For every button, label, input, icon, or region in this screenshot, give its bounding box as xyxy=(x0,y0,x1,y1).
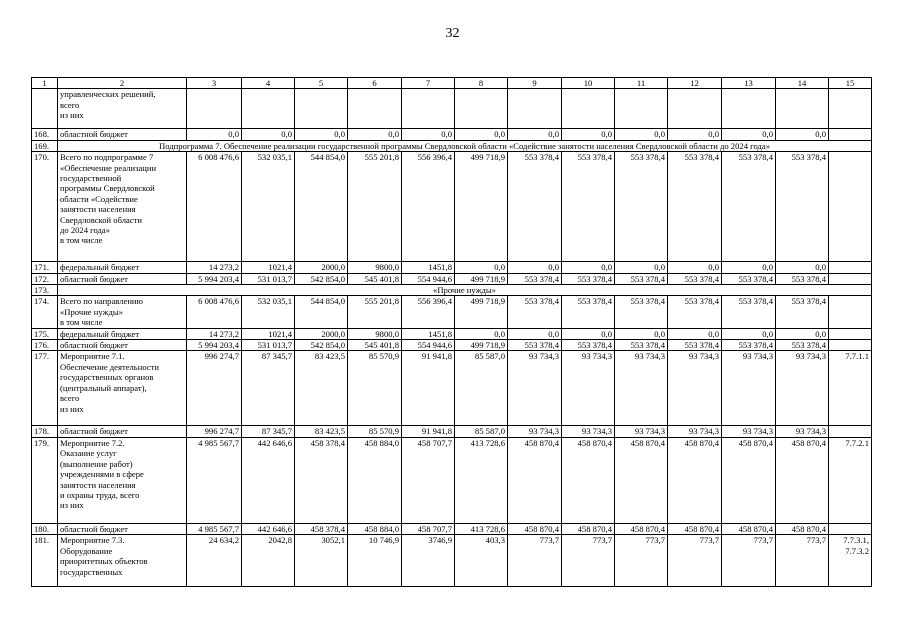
table-row xyxy=(32,426,872,437)
row-number: 179. xyxy=(32,437,58,523)
value-cell: 0,0 xyxy=(508,328,562,339)
value-cell: 93 734,3 xyxy=(615,426,668,437)
value-cell: 553 378,4 xyxy=(722,273,776,284)
row-label: Мероприятие 7.1. Обеспечение деятельности государственных органов (центральный аппарат), всего из них xyxy=(58,351,187,426)
header-cell: 1 xyxy=(32,78,58,89)
row-number: 172. xyxy=(32,273,58,284)
table-row xyxy=(32,437,872,523)
value-cell xyxy=(402,89,455,129)
value-cell: 532 035,1 xyxy=(242,296,295,328)
value-cell: 83 423,5 xyxy=(295,426,348,437)
header-cell: 2 xyxy=(58,78,187,89)
value-cell: 5 994 203,4 xyxy=(187,340,242,351)
row-number: 168. xyxy=(32,129,58,140)
value-cell xyxy=(455,89,508,129)
value-cell: 85 570,9 xyxy=(348,351,402,426)
header-cell: 13 xyxy=(722,78,776,89)
value-cell: 3052,1 xyxy=(295,535,348,587)
value-cell: 85 570,9 xyxy=(348,426,402,437)
value-cell: 544 854,0 xyxy=(295,296,348,328)
value-cell: 93 734,3 xyxy=(508,351,562,426)
row-label: федеральный бюджет xyxy=(58,328,187,339)
value-cell: 532 035,1 xyxy=(242,152,295,262)
value-cell xyxy=(242,89,295,129)
value-cell: 458 870,4 xyxy=(508,437,562,523)
value-cell: 542 854,0 xyxy=(295,273,348,284)
value-cell: 553 378,4 xyxy=(615,152,668,262)
value-cell: 553 378,4 xyxy=(562,296,615,328)
header-cell: 14 xyxy=(776,78,829,89)
value-cell: 554 944,6 xyxy=(402,273,455,284)
value-cell: 0,0 xyxy=(722,129,776,140)
header-cell: 12 xyxy=(668,78,722,89)
table-row xyxy=(32,152,872,262)
value-cell: 83 423,5 xyxy=(295,351,348,426)
value-cell: 93 734,3 xyxy=(562,426,615,437)
target-code: 7.7.2.1 xyxy=(829,437,872,523)
value-cell: 1021,4 xyxy=(242,328,295,339)
value-cell: 553 378,4 xyxy=(776,340,829,351)
value-cell: 553 378,4 xyxy=(562,340,615,351)
value-cell: 14 273,2 xyxy=(187,328,242,339)
value-cell: 531 013,7 xyxy=(242,340,295,351)
page-number: 32 xyxy=(445,26,460,41)
value-cell: 458 870,4 xyxy=(508,523,562,534)
row-label: Всего по направлению «Прочие нужды» в том числе xyxy=(58,296,187,328)
value-cell: 555 201,8 xyxy=(348,152,402,262)
table-row xyxy=(32,140,872,151)
value-cell: 553 378,4 xyxy=(508,152,562,262)
value-cell: 0,0 xyxy=(508,129,562,140)
value-cell: 553 378,4 xyxy=(776,296,829,328)
header-row xyxy=(32,78,872,89)
target-code: 7.7.1.1 xyxy=(829,351,872,426)
value-cell: 10 746,9 xyxy=(348,535,402,587)
value-cell: 9800,0 xyxy=(348,328,402,339)
value-cell: 553 378,4 xyxy=(668,296,722,328)
value-cell: 458 870,4 xyxy=(562,437,615,523)
value-cell: 5 994 203,4 xyxy=(187,273,242,284)
value-cell: 458 884,0 xyxy=(348,437,402,523)
value-cell: 1451,8 xyxy=(402,262,455,273)
value-cell: 773,7 xyxy=(722,535,776,587)
value-cell: 458 870,4 xyxy=(562,523,615,534)
header-cell: 8 xyxy=(455,78,508,89)
value-cell: 93 734,3 xyxy=(562,351,615,426)
value-cell: 773,7 xyxy=(776,535,829,587)
target-code xyxy=(829,262,872,273)
value-cell: 458 870,4 xyxy=(668,437,722,523)
value-cell: 0,0 xyxy=(508,262,562,273)
value-cell: 553 378,4 xyxy=(668,340,722,351)
value-cell: 553 378,4 xyxy=(668,273,722,284)
value-cell xyxy=(508,89,562,129)
value-cell: 6 008 476,6 xyxy=(187,152,242,262)
value-cell: 0,0 xyxy=(242,129,295,140)
value-cell: 93 734,3 xyxy=(668,426,722,437)
value-cell: 553 378,4 xyxy=(508,273,562,284)
value-cell: 1021,4 xyxy=(242,262,295,273)
value-cell: 442 646,6 xyxy=(242,523,295,534)
value-cell: 499 718,9 xyxy=(455,152,508,262)
value-cell: 553 378,4 xyxy=(776,152,829,262)
row-number: 175. xyxy=(32,328,58,339)
value-cell: 553 378,4 xyxy=(615,273,668,284)
row-number: 169. xyxy=(32,140,58,151)
value-cell: 0,0 xyxy=(455,328,508,339)
value-cell: 24 634,2 xyxy=(187,535,242,587)
value-cell: 0,0 xyxy=(562,262,615,273)
value-cell xyxy=(348,89,402,129)
value-cell: 0,0 xyxy=(295,129,348,140)
value-cell: 545 401,8 xyxy=(348,340,402,351)
value-cell: 442 646,6 xyxy=(242,437,295,523)
value-cell: 0,0 xyxy=(348,129,402,140)
value-cell: 544 854,0 xyxy=(295,152,348,262)
value-cell: 773,7 xyxy=(508,535,562,587)
value-cell: 531 013,7 xyxy=(242,273,295,284)
value-cell: 0,0 xyxy=(615,328,668,339)
target-code xyxy=(829,340,872,351)
value-cell: 87 345,7 xyxy=(242,426,295,437)
value-cell: 4 985 567,7 xyxy=(187,437,242,523)
value-cell: 458 884,0 xyxy=(348,523,402,534)
table-row xyxy=(32,285,872,296)
header-cell: 7 xyxy=(402,78,455,89)
row-label: Мероприятие 7.3. Оборудование приоритетных объектов государственных xyxy=(58,535,187,587)
table-row xyxy=(32,328,872,339)
target-code xyxy=(829,129,872,140)
value-cell: 996 274,7 xyxy=(187,426,242,437)
value-cell: 403,3 xyxy=(455,535,508,587)
value-cell: 773,7 xyxy=(562,535,615,587)
value-cell: 9800,0 xyxy=(348,262,402,273)
row-label: областной бюджет xyxy=(58,340,187,351)
value-cell: 553 378,4 xyxy=(668,152,722,262)
value-cell: 553 378,4 xyxy=(615,340,668,351)
value-cell: 3746,9 xyxy=(402,535,455,587)
value-cell: 93 734,3 xyxy=(722,351,776,426)
value-cell: 553 378,4 xyxy=(776,273,829,284)
row-number: 180. xyxy=(32,523,58,534)
value-cell xyxy=(187,89,242,129)
value-cell: 554 944,6 xyxy=(402,340,455,351)
row-label: областной бюджет xyxy=(58,273,187,284)
target-code xyxy=(829,426,872,437)
row-number: 178. xyxy=(32,426,58,437)
value-cell: 773,7 xyxy=(668,535,722,587)
value-cell: 458 870,4 xyxy=(776,437,829,523)
target-code xyxy=(829,152,872,262)
value-cell: 458 870,4 xyxy=(722,523,776,534)
value-cell: 2042,8 xyxy=(242,535,295,587)
value-cell: 93 734,3 xyxy=(615,351,668,426)
value-cell xyxy=(562,89,615,129)
value-cell: 4 985 567,7 xyxy=(187,523,242,534)
table-row xyxy=(32,340,872,351)
row-label: Мероприятие 7.2. Оказание услуг (выполнение работ) учреждениями в сфере занятости населения и охраны труда, всего из них xyxy=(58,437,187,523)
value-cell: 85 587,0 xyxy=(455,351,508,426)
value-cell: 458 870,4 xyxy=(722,437,776,523)
value-cell: 556 396,4 xyxy=(402,152,455,262)
value-cell: 553 378,4 xyxy=(562,152,615,262)
value-cell: 0,0 xyxy=(722,328,776,339)
value-cell: 0,0 xyxy=(668,328,722,339)
table-row xyxy=(32,273,872,284)
value-cell: 553 378,4 xyxy=(722,152,776,262)
section-heading: Подпрограмма 7. Обеспечение реализации государственной программы Свердловской области «Содействие занятости населения Свердловской области до 2024 года» xyxy=(58,140,872,151)
target-code xyxy=(829,523,872,534)
value-cell: 0,0 xyxy=(615,129,668,140)
value-cell: 0,0 xyxy=(776,328,829,339)
value-cell: 553 378,4 xyxy=(615,296,668,328)
value-cell: 413 728,6 xyxy=(455,523,508,534)
value-cell: 93 734,3 xyxy=(776,426,829,437)
row-label: Всего по подпрограмме 7 «Обеспечение реализации государственной программы Свердловской области «Содействие занятости населения Свердловской области до 2024 года» в том числе xyxy=(58,152,187,262)
value-cell: 0,0 xyxy=(562,328,615,339)
value-cell: 0,0 xyxy=(668,262,722,273)
header-cell: 3 xyxy=(187,78,242,89)
value-cell: 2000,0 xyxy=(295,262,348,273)
value-cell: 93 734,3 xyxy=(508,426,562,437)
value-cell: 413 728,6 xyxy=(455,437,508,523)
row-number: 173. xyxy=(32,285,58,296)
target-code xyxy=(829,273,872,284)
value-cell: 553 378,4 xyxy=(722,296,776,328)
value-cell: 2000,0 xyxy=(295,328,348,339)
value-cell: 0,0 xyxy=(722,262,776,273)
value-cell: 553 378,4 xyxy=(722,340,776,351)
value-cell: 553 378,4 xyxy=(562,273,615,284)
row-label: областной бюджет xyxy=(58,523,187,534)
row-label: федеральный бюджет xyxy=(58,262,187,273)
value-cell: 458 378,4 xyxy=(295,437,348,523)
value-cell: 0,0 xyxy=(776,262,829,273)
header-cell: 9 xyxy=(508,78,562,89)
value-cell: 85 587,0 xyxy=(455,426,508,437)
header-cell: 4 xyxy=(242,78,295,89)
row-number: 170. xyxy=(32,152,58,262)
value-cell: 0,0 xyxy=(455,262,508,273)
value-cell: 556 396,4 xyxy=(402,296,455,328)
value-cell: 87 345,7 xyxy=(242,351,295,426)
row-label: управленческих решений, всего из них xyxy=(58,89,187,129)
target-code xyxy=(829,328,872,339)
table-row xyxy=(32,535,872,587)
value-cell: 458 707,7 xyxy=(402,437,455,523)
target-code xyxy=(829,89,872,129)
value-cell: 91 941,8 xyxy=(402,426,455,437)
value-cell: 773,7 xyxy=(615,535,668,587)
value-cell: 0,0 xyxy=(402,129,455,140)
value-cell: 93 734,3 xyxy=(722,426,776,437)
budget-table xyxy=(31,77,872,587)
row-label: областной бюджет xyxy=(58,129,187,140)
value-cell: 458 870,4 xyxy=(776,523,829,534)
value-cell: 553 378,4 xyxy=(508,340,562,351)
row-number: 181. xyxy=(32,535,58,587)
value-cell: 555 201,8 xyxy=(348,296,402,328)
value-cell: 542 854,0 xyxy=(295,340,348,351)
value-cell: 458 870,4 xyxy=(668,523,722,534)
value-cell: 0,0 xyxy=(562,129,615,140)
row-number: 176. xyxy=(32,340,58,351)
value-cell: 0,0 xyxy=(187,129,242,140)
header-cell: 5 xyxy=(295,78,348,89)
value-cell: 458 378,4 xyxy=(295,523,348,534)
row-label: областной бюджет xyxy=(58,426,187,437)
header-cell: 11 xyxy=(615,78,668,89)
section-heading: «Прочие нужды» xyxy=(58,285,872,296)
table-row xyxy=(32,262,872,273)
value-cell: 0,0 xyxy=(776,129,829,140)
value-cell xyxy=(615,89,668,129)
value-cell: 545 401,8 xyxy=(348,273,402,284)
value-cell: 499 718,9 xyxy=(455,296,508,328)
value-cell: 499 718,9 xyxy=(455,340,508,351)
value-cell: 0,0 xyxy=(455,129,508,140)
value-cell xyxy=(722,89,776,129)
value-cell: 93 734,3 xyxy=(776,351,829,426)
value-cell: 553 378,4 xyxy=(508,296,562,328)
header-cell: 6 xyxy=(348,78,402,89)
value-cell: 6 008 476,6 xyxy=(187,296,242,328)
row-number xyxy=(32,89,58,129)
value-cell xyxy=(668,89,722,129)
table-row xyxy=(32,89,872,129)
value-cell: 499 718,9 xyxy=(455,273,508,284)
value-cell: 0,0 xyxy=(615,262,668,273)
table-row xyxy=(32,129,872,140)
value-cell: 93 734,3 xyxy=(668,351,722,426)
value-cell xyxy=(776,89,829,129)
value-cell: 0,0 xyxy=(668,129,722,140)
table-row xyxy=(32,523,872,534)
value-cell: 996 274,7 xyxy=(187,351,242,426)
value-cell: 458 870,4 xyxy=(615,437,668,523)
row-number: 174. xyxy=(32,296,58,328)
value-cell: 458 707,7 xyxy=(402,523,455,534)
table-row xyxy=(32,296,872,328)
row-number: 177. xyxy=(32,351,58,426)
header-cell: 10 xyxy=(562,78,615,89)
value-cell xyxy=(295,89,348,129)
value-cell: 14 273,2 xyxy=(187,262,242,273)
target-code xyxy=(829,296,872,328)
value-cell: 458 870,4 xyxy=(615,523,668,534)
target-code: 7.7.3.1, 7.7.3.2 xyxy=(829,535,872,587)
table-row xyxy=(32,351,872,426)
value-cell: 1451,8 xyxy=(402,328,455,339)
row-number: 171. xyxy=(32,262,58,273)
value-cell: 91 941,8 xyxy=(402,351,455,426)
header-cell: 15 xyxy=(829,78,872,89)
